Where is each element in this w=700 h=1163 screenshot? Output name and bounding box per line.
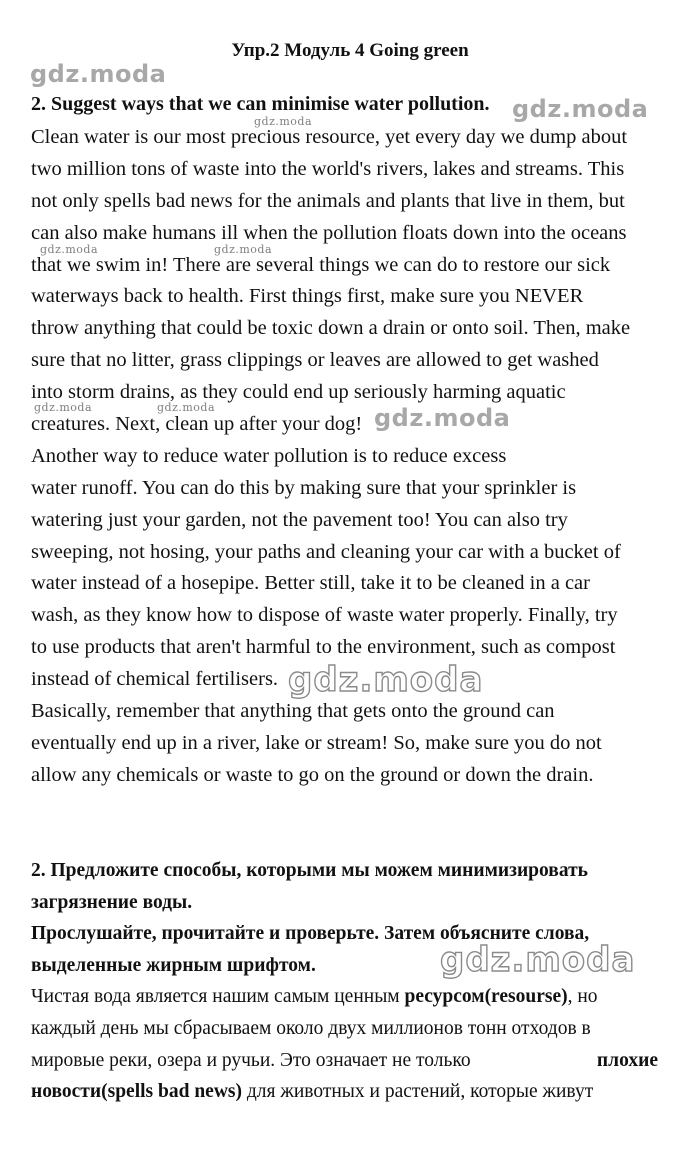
- watermark: gdz.moda: [40, 243, 99, 256]
- watermark: gdz.moda: [288, 660, 484, 700]
- text-span: для животных и растений, которые живут: [241, 1081, 594, 1103]
- text-line: into storm drains, as they could end up seriously harming aquatic: [31, 381, 566, 404]
- text-line: two million tons of waste into the world's rivers, lakes and streams. This: [31, 157, 625, 180]
- text-line: [31, 1045, 658, 1077]
- watermark: gdz.moda: [512, 95, 649, 123]
- text-line: throw anything that could be toxic down a drain or onto soil. Then, make: [31, 317, 631, 340]
- russian-text-body: [31, 855, 658, 1108]
- text-line: Clean water is our most precious resource, yet every day we dump about: [31, 126, 628, 148]
- text-line: water instead of a hosepipe. Better still, take it to be cleaned in a car: [31, 572, 590, 595]
- watermark: gdz.moda: [157, 401, 216, 414]
- text-line: water runoff. You can do this by making sure that your sprinkler is: [31, 476, 577, 499]
- watermark: gdz.moda: [254, 115, 313, 128]
- text-line: waterways back to health. First things first, make sure you NEVER: [31, 285, 584, 308]
- text-line: that we swim in! There are several things we can do to restore our sick: [31, 253, 611, 276]
- text-line: creatures. Next, clean up after your dog!: [31, 413, 363, 436]
- watermark: gdz.moda: [440, 940, 636, 980]
- text-line: sweeping, not hosing, your paths and cleaning your car with a bucket of: [31, 540, 621, 563]
- watermark: gdz.moda: [30, 60, 167, 88]
- text-line: eventually end up in a river, lake or stream! So, make sure you do not: [31, 731, 602, 754]
- text-line: wash, as they know how to dispose of waste water properly. Finally, try: [31, 604, 618, 627]
- text-line: Another way to reduce water pollution is to reduce excess: [31, 444, 507, 467]
- exercise-heading-en: 2. Suggest ways that we can minimise water pollution.: [31, 93, 490, 115]
- text-line: [31, 1013, 658, 1045]
- instruction-ru-cont: выделенные жирным шрифтом.: [31, 954, 316, 976]
- text-line: to use products that aren't harmful to the environment, such as compost: [31, 636, 616, 659]
- text-span: Чистая вода является нашим самым ценным: [31, 986, 405, 1008]
- text-span: мировые реки, озера и ручьи. Это означает не только: [31, 1049, 471, 1071]
- watermark: gdz.moda: [214, 243, 273, 256]
- bold-term: ресурсом(resourse): [404, 986, 568, 1008]
- text-span: , но: [567, 986, 598, 1008]
- text-line: sure that no litter, grass clippings or leaves are allowed to get washed: [31, 349, 599, 372]
- text-line: watering just your garden, not the pavement too! You can also try: [31, 508, 568, 531]
- bold-term: новости(spells bad news): [31, 1081, 242, 1103]
- text-line: allow any chemicals or waste to go on the ground or down the drain.: [31, 763, 594, 786]
- watermark: gdz.moda: [34, 401, 93, 414]
- text-line: instead of chemical fertilisers.: [31, 668, 279, 691]
- text-line: [31, 1076, 658, 1108]
- text-span: каждый день мы сбрасываем около двух миллионов тонн отходов в: [31, 1017, 591, 1039]
- instruction-ru: Прослушайте, прочитайте и проверьте. Затем объясните слова,: [31, 923, 590, 945]
- text-line: Basically, remember that anything that gets onto the ground can: [31, 700, 555, 723]
- exercise-heading-ru: 2. Предложите способы, которыми мы можем минимизировать: [31, 860, 588, 881]
- page-title: Упр.2 Модуль 4 Going green: [231, 40, 469, 61]
- bold-term: плохие: [596, 1049, 658, 1071]
- exercise-heading-ru-cont: загрязнение воды.: [31, 891, 193, 913]
- watermark: gdz.moda: [374, 404, 511, 432]
- text-line: [31, 981, 658, 1013]
- text-line: not only spells bad news for the animals and plants that live in them, but: [31, 189, 625, 212]
- text-line: can also make humans ill when the pollution floats down into the oceans: [31, 221, 627, 244]
